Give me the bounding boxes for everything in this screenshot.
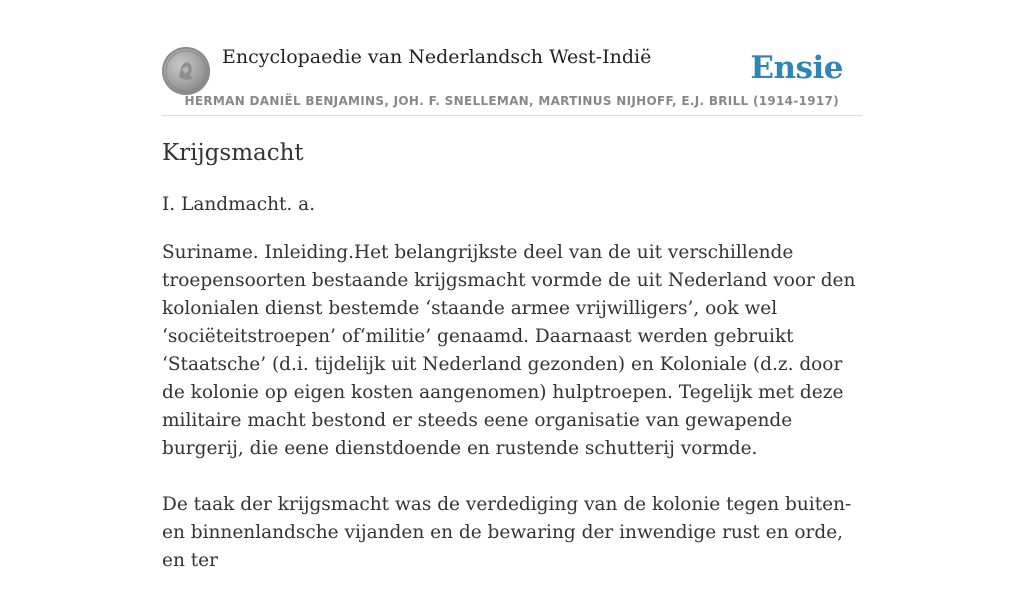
paragraph: Suriname. Inleiding.Het belangrijkste deel van de uit verschillende troepensoorten bestaande krijgsmacht vormde de uit Nederland voor den kolonialen dienst bestemde ‘staande armee vrijwilligers’, ook wel ‘sociëteitstroepen’ of‘militie’ genaamd. Daarnaast werden gebruikt ‘Staatsche’ (d.i. tijdelijk uit Nederland gezonden) en Koloniale (d.z. door de kolonie op eigen kosten aangenomen) hulptroepen. Tegelijk met deze militaire macht bestond er steeds eene organisatie van gewapende burgerij, die eene dienstdoende en rustende schutterij vormde.	[162, 242, 856, 459]
paragraph: De taak der krijgsmacht was de verdediging van de kolonie tegen buiten- en binnenlandsche vijanden en de bewaring der inwendige rust en orde, en ter	[162, 494, 852, 571]
book-authors: HERMAN DANIËL BENJAMINS, JOH. F. SNELLEMAN, MARTINUS NIJHOFF, E.J. BRILL (1914-1917)	[184, 94, 839, 108]
ensie-logo[interactable]: Ensie	[750, 50, 843, 86]
book-title[interactable]: Encyclopaedie van Nederlandsch West-Indië	[222, 46, 652, 68]
article-page	[162, 0, 862, 571]
book-header	[162, 0, 862, 116]
entry-body	[162, 239, 862, 603]
entry-title: Krijgsmacht	[162, 140, 304, 166]
entry-subheading: I. Landmacht. a.	[162, 194, 316, 215]
coin-seal-icon[interactable]	[162, 47, 210, 95]
